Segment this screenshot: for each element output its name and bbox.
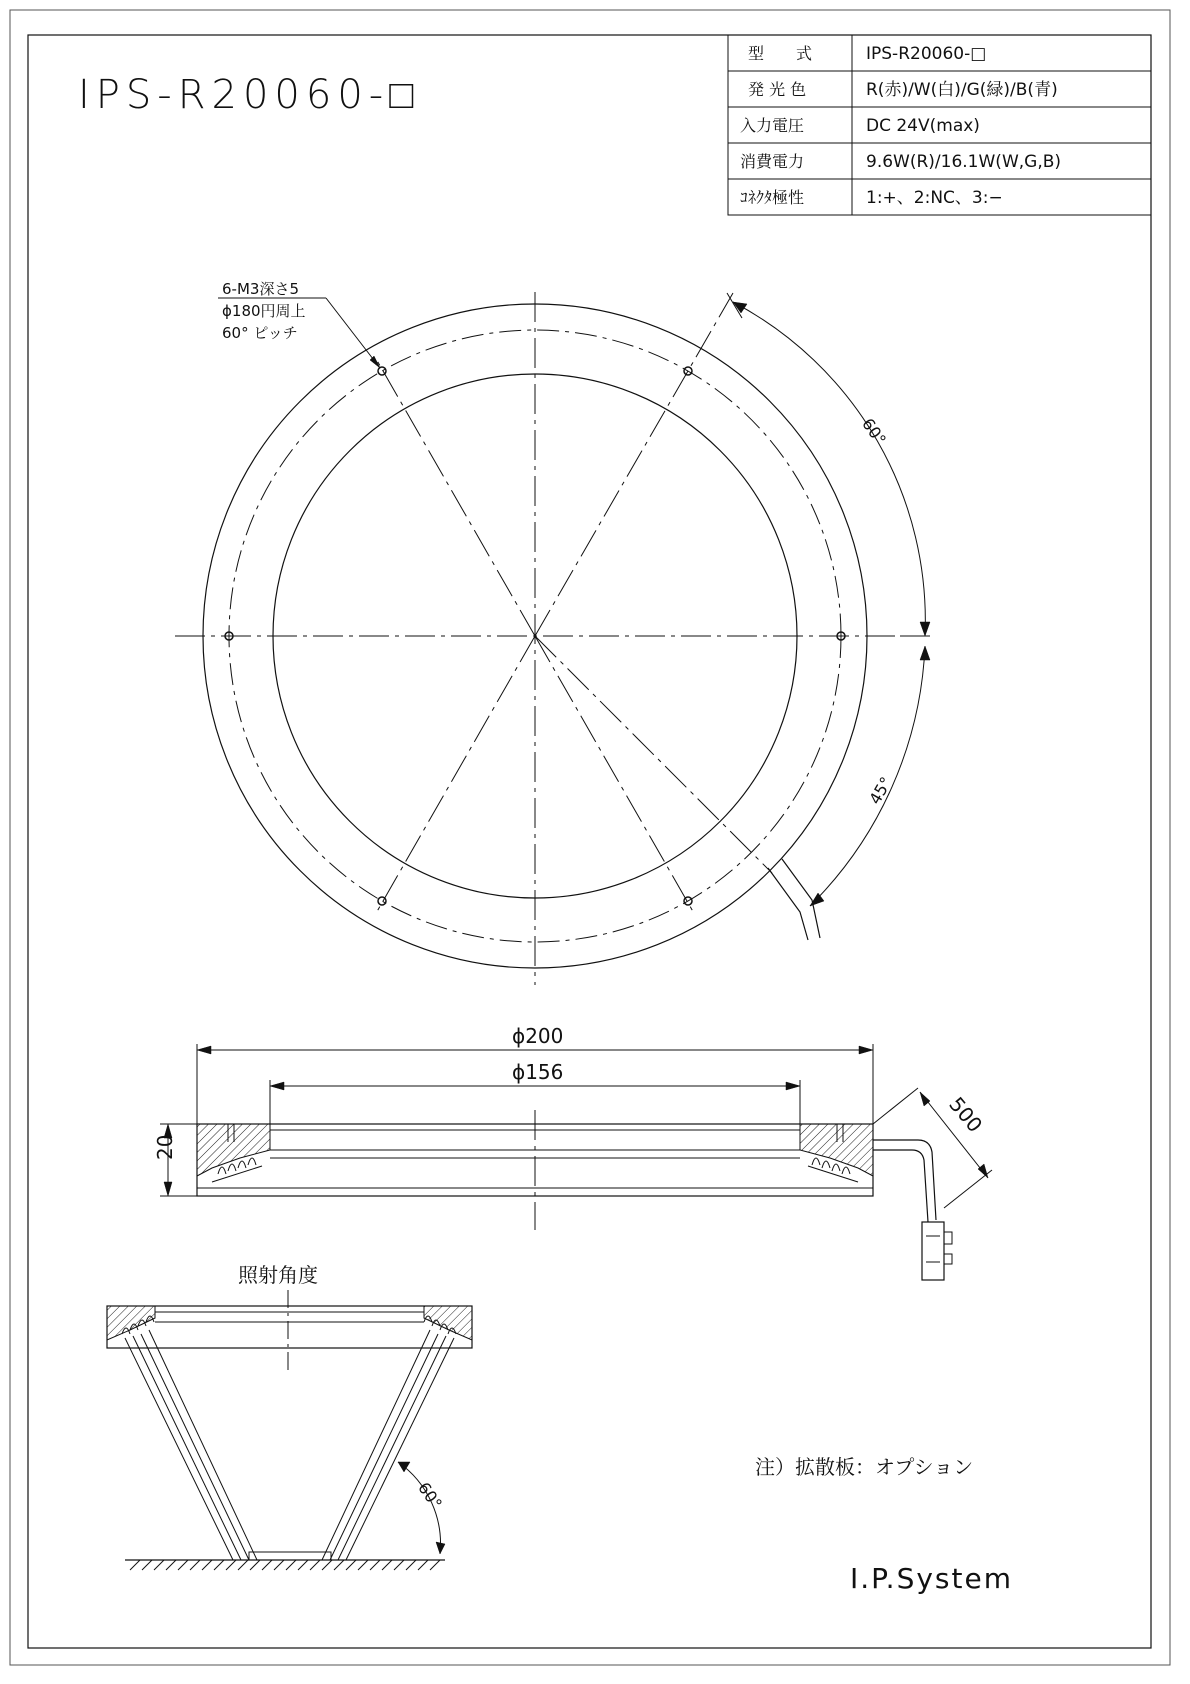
section-view: [160, 1044, 992, 1280]
spec-label-model: 型 式: [748, 44, 813, 63]
angle-60-label: 60°: [858, 414, 890, 449]
angle-45-arc: [810, 646, 925, 906]
diffuser-note: 注）拡散板：オプション: [755, 1455, 974, 1479]
spec-label-connector: ｺﾈｸﾀ極性: [740, 188, 805, 207]
hole-note-line2: ϕ180円周上: [222, 302, 306, 320]
inner-border: [28, 35, 1151, 1648]
spec-label-voltage: 入力電圧: [740, 116, 805, 135]
drawing-title: IPS-R20060-□: [78, 72, 420, 118]
cable-top-view: [768, 859, 820, 940]
spec-value-color: R(赤)/W(白)/G(緑)/B(青): [866, 80, 1058, 100]
hole-note-line3: 60° ピッチ: [222, 324, 298, 342]
angle-45-label: 45°: [865, 773, 896, 808]
hole-note-line1: 6-M3深さ5: [222, 280, 299, 298]
top-view: [175, 292, 930, 985]
dim-outer-diameter: ϕ200: [512, 1024, 564, 1048]
bolt-hole: [378, 897, 386, 905]
spec-label-power: 消費電力: [740, 152, 805, 171]
spec-value-connector: 1:+、2:NC、3:−: [866, 188, 1003, 208]
outer-border: [10, 10, 1170, 1665]
dim-height: 20: [153, 1134, 177, 1160]
dim-inner-diameter: ϕ156: [512, 1060, 564, 1084]
cable-side: [873, 1140, 936, 1222]
angle-60-arc: [733, 302, 925, 636]
spec-value-power: 9.6W(R)/16.1W(W,G,B): [866, 152, 1062, 172]
light-beams: [125, 1330, 454, 1560]
spec-value-voltage: DC 24V(max): [866, 116, 980, 136]
angle-view-label: 照射角度: [238, 1263, 318, 1287]
bolt-hole: [378, 367, 386, 375]
angle-view-angle: 60°: [414, 1478, 446, 1513]
spec-value-model: IPS-R20060-□: [866, 44, 987, 64]
angle-view: [107, 1290, 472, 1570]
dim-cable-length: 500: [944, 1092, 988, 1137]
spec-label-color: 発 光 色: [748, 80, 807, 99]
company-logo: I.P.System: [850, 1562, 1013, 1595]
connector: [922, 1222, 944, 1280]
